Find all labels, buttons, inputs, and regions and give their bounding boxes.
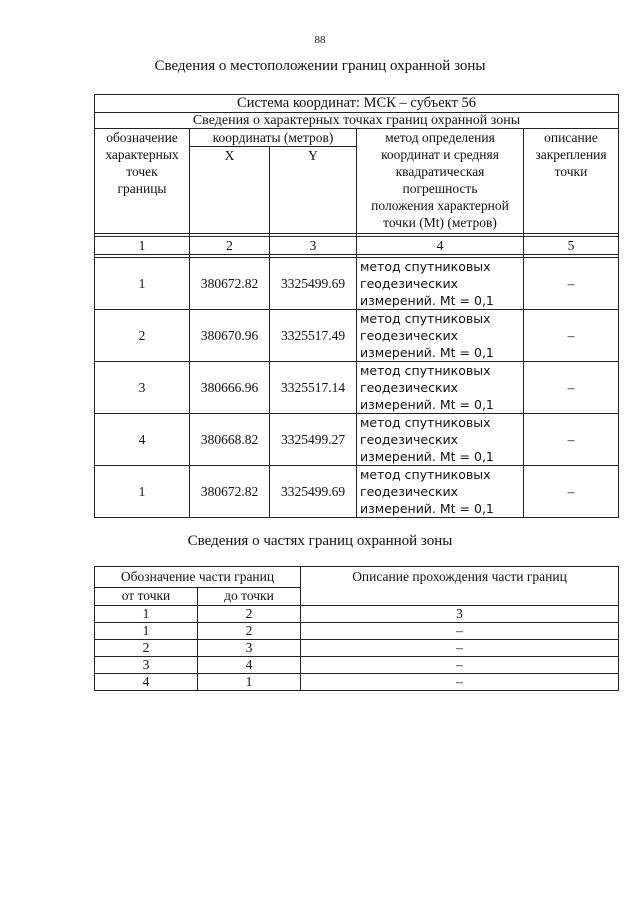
column-number: 4 (357, 237, 524, 255)
from-point: 1 (95, 623, 198, 640)
to-point: 1 (198, 674, 301, 691)
boundary-parts-table (94, 566, 619, 691)
fixing-description: – (524, 466, 619, 518)
header-description: описание закрепления точки (524, 129, 619, 234)
to-point: 2 (198, 623, 301, 640)
header-method: метод определения координат и средняя квадратическая погрешность положения характерной точки (Mt) (метров) (357, 129, 524, 234)
x-coordinate: 380670.96 (190, 310, 270, 362)
table-row (95, 640, 619, 657)
table-row (95, 362, 619, 414)
table-row (95, 623, 619, 640)
header-to-point: до точки (198, 588, 301, 606)
part-description: – (301, 640, 619, 657)
column-number: 1 (95, 606, 198, 623)
coordinate-system-title: Система координат: МСК – субъект 56 (95, 95, 619, 113)
table-row (95, 414, 619, 466)
column-number: 5 (524, 237, 619, 255)
method-text: метод спутниковых геодезических измерений. Mt = 0,1 (357, 310, 524, 362)
point-number: 3 (95, 362, 190, 414)
page-number: 88 (314, 34, 326, 46)
from-point: 3 (95, 657, 198, 674)
table-row (95, 310, 619, 362)
y-coordinate: 3325499.27 (270, 414, 357, 466)
column-number: 3 (301, 606, 619, 623)
method-text: метод спутниковых геодезических измерений. Mt = 0,1 (357, 414, 524, 466)
method-text: метод спутниковых геодезических измерений. Mt = 0,1 (357, 362, 524, 414)
header-part-description: Описание прохождения части границ (301, 567, 619, 606)
table-row (95, 466, 619, 518)
fixing-description: – (524, 310, 619, 362)
x-coordinate: 380672.82 (190, 258, 270, 310)
points-section-title: Сведения о характерных точках границ охранной зоны (95, 113, 619, 129)
header-y: Y (270, 147, 357, 234)
point-number: 2 (95, 310, 190, 362)
to-point: 3 (198, 640, 301, 657)
column-number: 2 (190, 237, 270, 255)
method-text: метод спутниковых геодезических измерений. Mt = 0,1 (357, 466, 524, 518)
header-coordinates: координаты (метров) (190, 129, 357, 147)
x-coordinate: 380668.82 (190, 414, 270, 466)
header-boundary-part: Обозначение части границ (95, 567, 301, 588)
column-number: 1 (95, 237, 190, 255)
table-row (95, 657, 619, 674)
fixing-description: – (524, 414, 619, 466)
point-number: 1 (95, 258, 190, 310)
y-coordinate: 3325517.49 (270, 310, 357, 362)
point-number: 1 (95, 466, 190, 518)
table-row (95, 258, 619, 310)
y-coordinate: 3325517.14 (270, 362, 357, 414)
table-row (95, 674, 619, 691)
column-number: 3 (270, 237, 357, 255)
column-number: 2 (198, 606, 301, 623)
method-text: метод спутниковых геодезических измерений. Mt = 0,1 (357, 258, 524, 310)
boundary-points-table (94, 94, 619, 518)
header-x: X (190, 147, 270, 234)
header-designation: обозначение характерных точек границы (95, 129, 190, 234)
to-point: 4 (198, 657, 301, 674)
from-point: 4 (95, 674, 198, 691)
part-description: – (301, 623, 619, 640)
fixing-description: – (524, 362, 619, 414)
x-coordinate: 380666.96 (190, 362, 270, 414)
y-coordinate: 3325499.69 (270, 466, 357, 518)
header-from-point: от точки (95, 588, 198, 606)
fixing-description: – (524, 258, 619, 310)
from-point: 2 (95, 640, 198, 657)
section-heading-parts: Сведения о частях границ охранной зоны (187, 533, 453, 549)
part-description: – (301, 657, 619, 674)
x-coordinate: 380672.82 (190, 466, 270, 518)
section-heading-location: Сведения о местоположении границ охранной зоны (154, 58, 486, 74)
point-number: 4 (95, 414, 190, 466)
part-description: – (301, 674, 619, 691)
y-coordinate: 3325499.69 (270, 258, 357, 310)
